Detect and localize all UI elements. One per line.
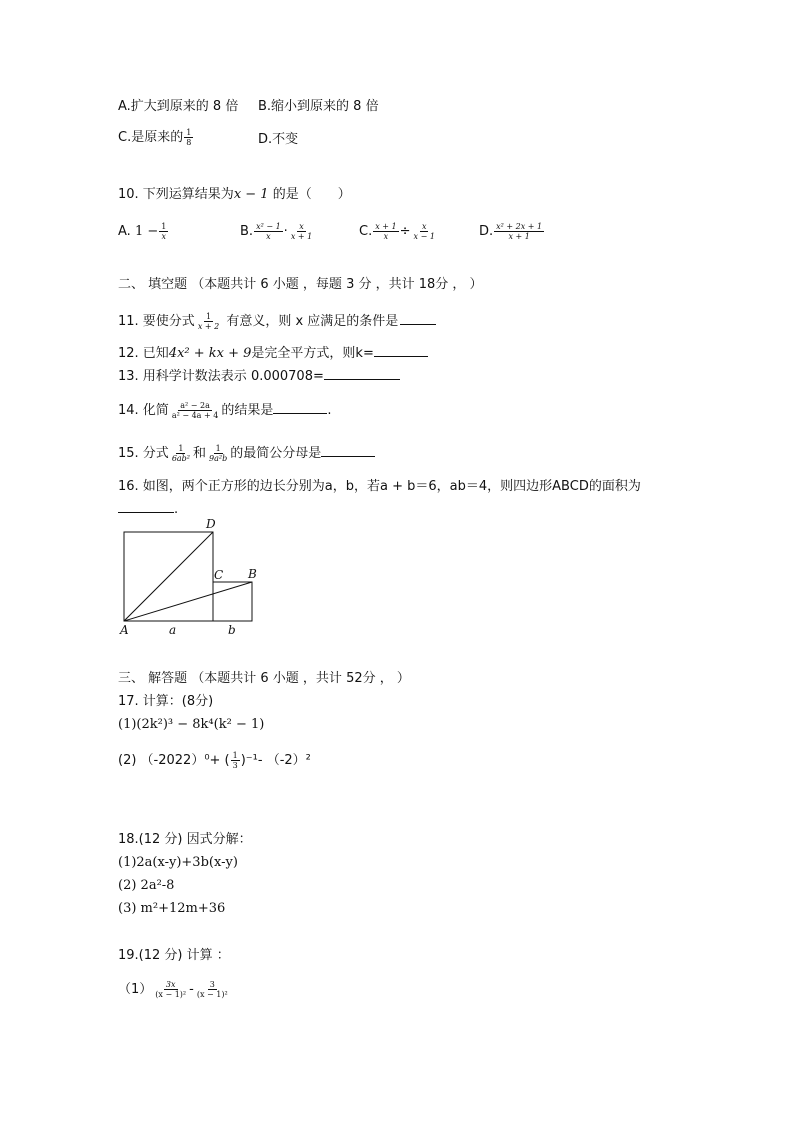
q12 (118, 344, 428, 362)
fraction-denominator: 3 (232, 761, 238, 770)
q17-part2-prefix: (2) （-2022）⁰+ ( (118, 753, 230, 768)
label-a: A (120, 623, 129, 637)
option-label: B. (240, 224, 254, 239)
fraction-numerator: x² + 2x + 1 (496, 222, 543, 231)
fraction-denominator: x + 1 (290, 232, 313, 241)
q17-title: 17. 计算：(8分) (118, 694, 214, 709)
fraction-denominator: 9a²b (209, 454, 228, 463)
label-side-a: a (169, 623, 177, 637)
option-label: C. (359, 224, 373, 239)
fraction-numerator: 3x (165, 980, 176, 989)
q17-part2 (118, 751, 311, 770)
q9-option-a: A.扩大到原来的 8 倍 (118, 99, 239, 114)
fraction-numerator: 1 (215, 444, 221, 453)
q16-answer-blank[interactable] (118, 500, 174, 513)
q14: 14. 化简 $\frac{\text{a² − 2a}}{\text{a² − 4a + 4}}$ 的结果是 . (118, 401, 332, 420)
section2-title: 二、 填空题 （本题共计 6 小题 ，每题 3 分 ，共计 18分 ， ） (118, 277, 483, 292)
fraction-numerator: x + 1 (375, 222, 397, 231)
q18-title: 18.(12 分) 因式分解： (118, 832, 252, 847)
fraction-numerator: x (421, 222, 427, 231)
label-side-b: b (228, 623, 236, 637)
q19-part1-label: （1） (118, 982, 153, 997)
fraction-numerator: 3 (209, 980, 215, 989)
option-math: 1 − (134, 224, 159, 239)
q13-text: 13. 用科学计数法表示 0.000708= (118, 369, 324, 384)
operator: · (283, 224, 288, 239)
q10-stem-math: x − 1 (233, 187, 269, 202)
q11-answer-blank[interactable] (400, 312, 436, 325)
fraction-numerator: 1 (205, 312, 212, 321)
q12-answer-blank[interactable] (374, 344, 428, 357)
fraction-denominator: (x − 1)² (155, 990, 187, 999)
q15-prefix: 15. 分式 (118, 446, 169, 461)
q15 (118, 444, 375, 463)
label-b: B (248, 567, 257, 581)
q11 (118, 312, 436, 331)
q9-option-c-fraction (184, 128, 193, 147)
fraction-numerator: x² − 1 (256, 222, 281, 231)
q11-suffix: 有意义，则 x 应满足的条件是 (222, 314, 399, 329)
q18-part2: (2) 2a²-8 (118, 878, 175, 893)
fraction-numerator: x (299, 222, 304, 231)
fraction-denominator: 8 (186, 138, 192, 147)
q14-answer-blank[interactable] (273, 401, 327, 414)
fraction-numerator: a² − 2a (180, 401, 210, 410)
fraction-denominator: x − 1 (413, 232, 435, 241)
fraction-denominator: x (383, 232, 389, 241)
squares-figure (112, 514, 272, 640)
fraction-denominator: (x − 1)² (196, 990, 228, 999)
q10-option-d (479, 222, 545, 241)
fraction-denominator: x + 1 (508, 232, 530, 241)
fraction-denominator: x (266, 232, 271, 241)
fraction-denominator: x (161, 232, 167, 241)
q19-title: 19.(12 分) 计算 ： (118, 948, 230, 963)
option-label: A. (118, 224, 135, 239)
q17-part2-suffix: )⁻¹- （-2）² (240, 753, 311, 768)
operator: - (189, 982, 194, 997)
q10-stem-suffix: 的是（ ） (268, 187, 351, 202)
q13-answer-blank[interactable] (324, 367, 400, 380)
fraction-numerator: 1 (186, 128, 192, 137)
fraction-denominator: x + 2 (197, 322, 220, 331)
fraction-denominator: 6ab² (171, 454, 190, 463)
label-d: D (206, 517, 216, 531)
q15-answer-blank[interactable] (321, 444, 375, 457)
q15-mid: 和 (193, 446, 207, 461)
q14-prefix: 14. 化简 (118, 403, 169, 418)
q10-stem-prefix: 10. 下列运算结果为 (118, 187, 234, 202)
option-label: D. (479, 224, 494, 239)
q12-math: 4x² + kx + 9 (168, 346, 252, 361)
q16-line1: 16. 如图，两个正方形的边长分别为a，b，若a + b＝6，ab＝4，则四边形ABCD的面积为 (118, 479, 641, 494)
label-c: C (214, 568, 224, 582)
q12-suffix: 是完全平方式，则k= (251, 346, 374, 361)
q18-part1: (1)2a(x-y)+3b(x-y) (118, 855, 238, 870)
q10-stem (118, 187, 351, 203)
q19-part1 (118, 980, 231, 999)
q10-option-b (240, 222, 315, 241)
section3-title: 三、 解答题 （本题共计 6 小题 ，共计 52分 ， ） (118, 671, 410, 686)
q11-prefix: 11. 要使分式 (118, 314, 195, 329)
q9-option-c (118, 128, 194, 147)
fraction-numerator: 1 (178, 444, 184, 453)
fraction-numerator: 1 (232, 751, 238, 760)
q18-part3: (3) m²+12m+36 (118, 901, 226, 916)
q10-option-c (359, 222, 438, 241)
q17-part1: (1)(2k²)³ − 8k⁴(k² − 1) (118, 717, 265, 732)
q14-suffix: 的结果是 (221, 403, 274, 418)
q9-option-b: B.缩小到原来的 8 倍 (258, 99, 379, 114)
operator: ÷ (399, 224, 411, 239)
q9-option-d: D.不变 (258, 132, 299, 147)
q16-suffix: . (174, 502, 179, 517)
q13 (118, 367, 400, 385)
q15-suffix: 的最简公分母是 (230, 446, 322, 461)
fraction-numerator: 1 (161, 222, 167, 231)
q10-option-a (118, 222, 169, 241)
fraction-denominator: a² − 4a + 4 (171, 411, 219, 420)
q12-prefix: 12. 已知 (118, 346, 169, 361)
q9-option-c-text: C.是原来的 (118, 130, 184, 145)
